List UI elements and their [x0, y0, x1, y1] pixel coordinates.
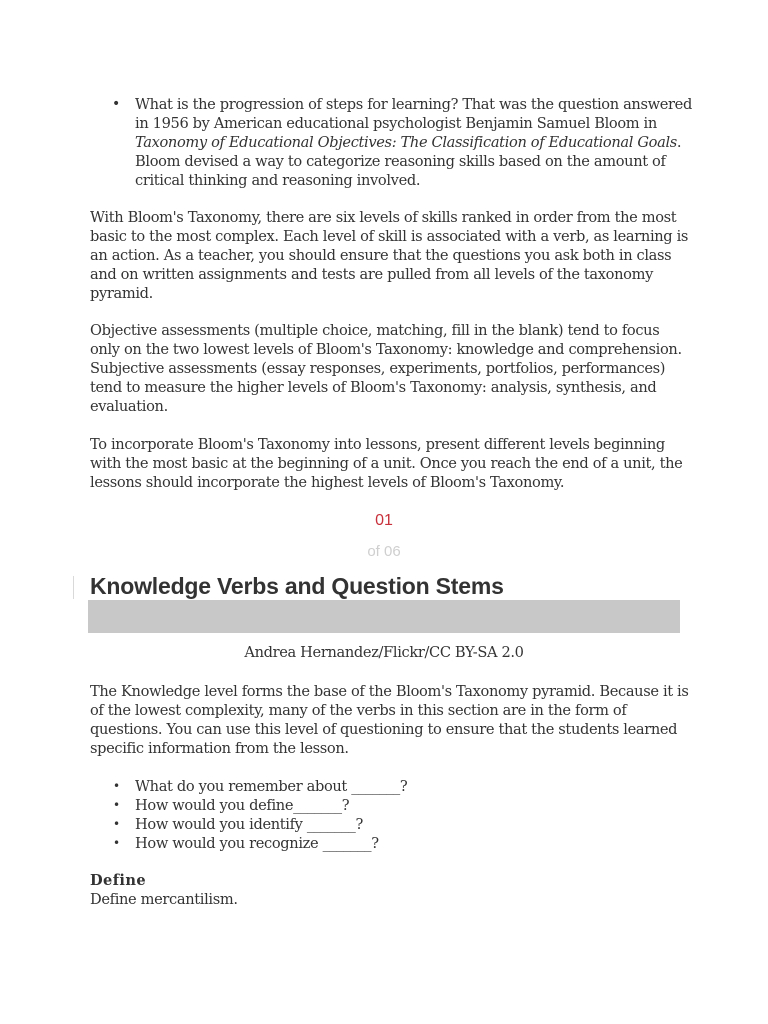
list-item [113, 815, 635, 834]
define-subheading: Define [90, 872, 147, 889]
intro-text-before-title: What is the progression of steps for learning? That was the question answered in 1956 by American educational psychologist Benjamin Samuel Bloom in [135, 96, 692, 132]
bullet-dot-icon: • [113, 836, 120, 850]
knowledge-paragraph: The Knowledge level forms the base of the Bloom's Taxonomy pyramid. Because it is of the lowest complexity, many of the verbs in this section are in the form of questions. You can use this level of questioning to ensure that the students learned specific information from the lesson. [90, 683, 689, 757]
slide-current-number: 01 [375, 512, 393, 529]
bullet-dot-icon: • [113, 798, 120, 812]
question-stem: How would you identify _______? [135, 816, 363, 833]
question-stems-list [113, 777, 635, 853]
question-stem: How would you define_______? [135, 797, 350, 814]
define-example: Define mercantilism. [90, 891, 238, 908]
image-credit: Andrea Hernandez/Flickr/CC BY-SA 2.0 [244, 644, 524, 661]
bullet-dot-icon: • [112, 96, 120, 112]
intro-list-item [112, 95, 695, 190]
list-item [113, 796, 635, 815]
section-heading: Knowledge Verbs and Question Stems [90, 573, 504, 599]
list-item [113, 834, 635, 853]
slide-image [88, 600, 680, 633]
list-item [113, 777, 635, 796]
intro-list [112, 95, 695, 190]
slide-total-count: of 06 [367, 543, 401, 560]
book-title: Taxonomy of Educational Objectives: The Classification of Educational Goals [135, 134, 677, 151]
bullet-dot-icon: • [113, 817, 120, 831]
question-stem: What do you remember about _______? [135, 778, 408, 795]
intro-text-after-title: . Bloom devised a way to categorize reasoning skills based on the amount of critical thinking and reasoning involved. [135, 134, 682, 189]
section-divider-tick [73, 576, 74, 599]
paragraph-assessments: Objective assessments (multiple choice, matching, fill in the blank) tend to focus only on the two lowest levels of Bloom's Taxonomy: knowledge and comprehension. Subjective assessments (essay responses, experiments, portfolios, performances) tend to measure the higher levels of Bloom's Taxonomy: analysis, synthesis, and evaluation. [90, 322, 682, 415]
bullet-dot-icon: • [113, 779, 120, 793]
paragraph-six-levels: With Bloom's Taxonomy, there are six levels of skills ranked in order from the most basic to the most complex. Each level of skill is associated with a verb, as learning is an action. As a teacher, you should ensure that the questions you ask both in class and on written assignments and tests are pulled from all levels of the taxonomy pyramid. [90, 209, 689, 302]
paragraph-incorporate: To incorporate Bloom's Taxonomy into lessons, present different levels beginning with the most basic at the beginning of a unit. Once you reach the end of a unit, the lessons should incorporate the highest levels of Bloom's Taxonomy. [90, 436, 683, 491]
question-stem: How would you recognize _______? [135, 835, 379, 852]
